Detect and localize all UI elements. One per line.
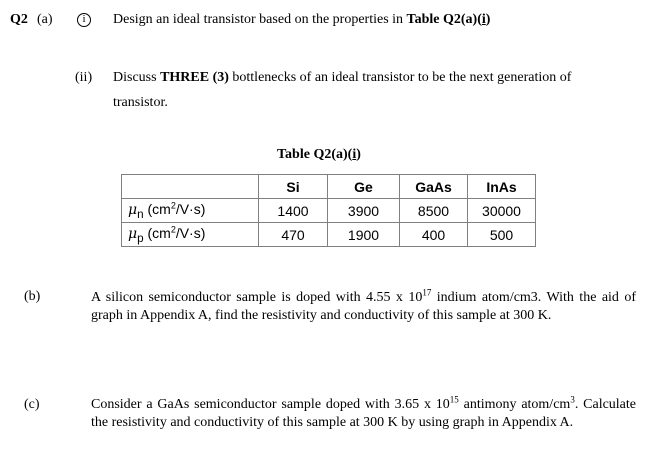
sub-i-body: Design an ideal transistor based on the properties in xyxy=(113,12,404,27)
properties-table xyxy=(121,174,536,247)
table-row xyxy=(122,199,536,223)
part-c-exp1: 15 xyxy=(449,394,459,405)
caption-main: Table Q2(a)( xyxy=(277,147,353,162)
table-row xyxy=(122,223,536,247)
part-b-t2: indium atom/cm3. With the aid of graph in Appendix A, find the resistivity and conductivity of this sample at 300 K. xyxy=(91,290,636,323)
mu-symbol: μ xyxy=(128,225,138,242)
part-c-t3: . Calculate the resistivity and conductivity of this sample at 300 K by using graph in Appendix A. xyxy=(91,397,637,430)
sub-ii-bold: THREE (3) xyxy=(160,70,229,85)
unit-exp: 2 xyxy=(170,199,176,210)
caption-i: i xyxy=(352,147,357,162)
part-b-exp: 17 xyxy=(422,287,432,298)
header-gaas: GaAs xyxy=(400,175,468,199)
part-c-text xyxy=(91,396,636,432)
row-label-mu-n xyxy=(122,199,259,223)
sub-ii-post: bottlenecks of an ideal transistor to be the next generation of xyxy=(232,70,572,85)
part-b-t1: A silicon semiconductor sample is doped with 4.55 x 10 xyxy=(91,290,423,305)
cell-mu-n-inas: 30000 xyxy=(468,199,536,223)
part-b-label: (b) xyxy=(24,289,41,304)
table-header-row xyxy=(122,175,536,199)
part-b-text xyxy=(91,289,636,325)
sub-i-marker xyxy=(77,12,91,28)
part-a-label: (a) xyxy=(37,12,53,27)
sub-ii-pre: Discuss xyxy=(113,70,157,85)
question-number: Q2 xyxy=(10,12,28,27)
sub-ii-marker: (ii) xyxy=(75,70,93,85)
part-c-t1: Consider a GaAs semiconductor sample doped with 3.65 x 10 xyxy=(91,397,450,412)
sub-i-table-ref xyxy=(407,12,491,27)
caption-close: ) xyxy=(356,147,361,162)
unit-pre: (cm xyxy=(143,224,171,241)
cell-mu-p-ge: 1900 xyxy=(328,223,400,247)
part-c-exp2: 3 xyxy=(570,394,575,405)
mu-symbol: μ xyxy=(128,201,138,218)
unit-exp: 2 xyxy=(170,223,176,234)
table-caption xyxy=(277,147,361,163)
cell-mu-n-gaas: 8500 xyxy=(400,199,468,223)
header-blank xyxy=(122,175,259,199)
sub-i-ref-i: i xyxy=(481,12,486,27)
row-label-mu-p xyxy=(122,223,259,247)
header-si: Si xyxy=(259,175,328,199)
unit-post: /V·s) xyxy=(175,224,206,241)
mu-subscript: p xyxy=(137,231,144,245)
mu-subscript: n xyxy=(137,207,144,221)
header-ge: Ge xyxy=(328,175,400,199)
sub-ii-line1 xyxy=(113,70,571,86)
part-c-label: (c) xyxy=(24,397,40,412)
sub-i-text xyxy=(113,12,490,28)
sub-i-ref-main: Table Q2(a)( xyxy=(406,12,482,27)
cell-mu-n-si: 1400 xyxy=(259,199,328,223)
sub-i-ref-close: ) xyxy=(485,12,491,27)
cell-mu-p-si: 470 xyxy=(259,223,328,247)
part-c-t2: antimony atom/cm xyxy=(458,397,571,412)
cell-mu-n-ge: 3900 xyxy=(328,199,400,223)
cell-mu-p-gaas: 400 xyxy=(400,223,468,247)
cell-mu-p-inas: 500 xyxy=(468,223,536,247)
header-inas: InAs xyxy=(468,175,536,199)
unit-pre: (cm xyxy=(143,200,171,217)
sub-ii-line2: transistor. xyxy=(113,95,168,110)
unit-post: /V·s) xyxy=(175,200,206,217)
sub-i-marker-text: i xyxy=(77,13,91,27)
